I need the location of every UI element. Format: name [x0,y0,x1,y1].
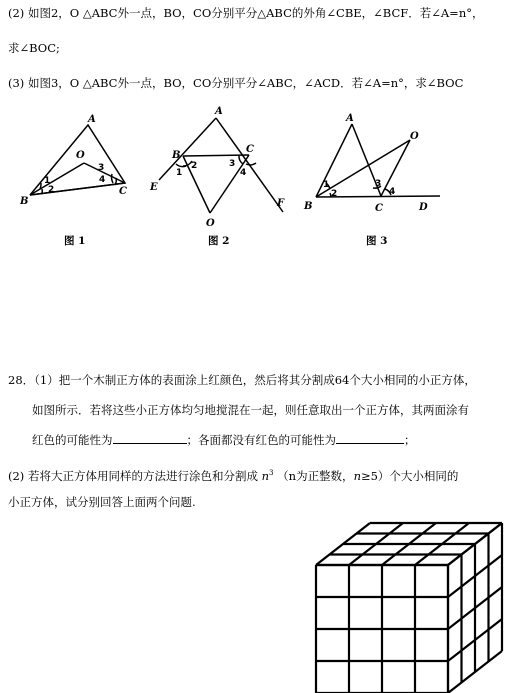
answer-blank-1[interactable] [113,432,187,444]
fig2-caption: 图 2 [208,235,230,247]
q28-line-3-text-b: ；各面都没有红色的可能性为 [186,433,336,447]
q28-line-4-text-a: (2) 若将大正方体用同样的方法进行涂色和分割成 [8,468,258,483]
fig2-angle-1: 1 [176,168,183,178]
fig3-angle-2: 2 [331,189,338,199]
figure-2-labels [149,106,285,229]
q2-line-2: 求∠BOC; [8,41,60,55]
fig3-caption: 图 3 [366,235,388,247]
q28-line-4 [8,466,458,483]
fig1-angle-1: 1 [44,176,51,186]
answer-blank-2[interactable] [336,432,404,444]
fig1-label-B: B [20,196,29,207]
fig1-caption: 图 1 [64,235,86,247]
fig3-angle-4: 4 [389,187,396,197]
fig1-label-A: A [88,114,96,125]
fig3-label-C: C [375,203,383,214]
fig3-label-O: O [410,131,419,142]
fig3-label-B: B [304,201,313,212]
fig2-label-A: A [215,106,223,117]
fig1-angle-3: 3 [98,163,105,173]
q28-line-5: 小正方体，试分别回答上面两个问题. [8,495,196,509]
fig2-label-C: C [246,144,254,155]
cube-figure [316,523,502,693]
q28-line-2: 如图所示．若将这些小正方体均匀地搅混在一起，则任意取出一个正方体，其两面涂有 [32,403,469,417]
q28-line-4-text-b: （n为正整数， [277,468,354,483]
q28-line-3-text-c: ； [404,433,416,447]
q28-line-3-text-a: 红色的可能性为 [32,433,113,447]
fig2-angle-3: 3 [229,159,236,169]
fig2-label-O: O [206,218,215,229]
fig2-label-B: B [172,150,181,161]
figure-2 [159,118,283,213]
q28-line-3 [32,432,416,447]
q28-line-4-text-c: ≥5）个大小相同的 [360,468,459,483]
fig3-label-D: D [419,202,428,213]
exponent: 3 [269,469,274,477]
n-variable: n [261,468,270,483]
fig2-label-F: F [277,198,285,209]
q3-line-1: (3) 如图3，O △ABC外一点，BO，CO分别平分∠ABC，∠ACD．若∠A=n°，求∠BOC [8,76,464,90]
fig1-label-O: O [76,150,85,161]
fig3-angle-3: 3 [375,179,382,189]
fig3-angle-1: 1 [323,180,330,190]
fig1-angle-2: 2 [48,185,55,195]
fig2-angle-2: 2 [191,161,198,171]
fig3-label-A: A [346,113,354,124]
fig1-angle-4: 4 [99,175,106,185]
figure-3-labels [303,113,428,214]
q28-line-1: 28．（1）把一个木制正方体的表面涂上红颜色，然后将其分割成64个大小相同的小正方体， [8,373,476,387]
q2-line-1: (2) 如图2，O △ABC外一点，BO，CO分别平分△ABC的外角∠CBE，∠BCF．若∠A=n°， [8,6,484,20]
fig2-label-E: E [150,182,158,193]
fig2-angle-4: 4 [240,168,247,178]
n-variable-2: n [353,468,361,483]
fig1-label-C: C [119,186,127,197]
